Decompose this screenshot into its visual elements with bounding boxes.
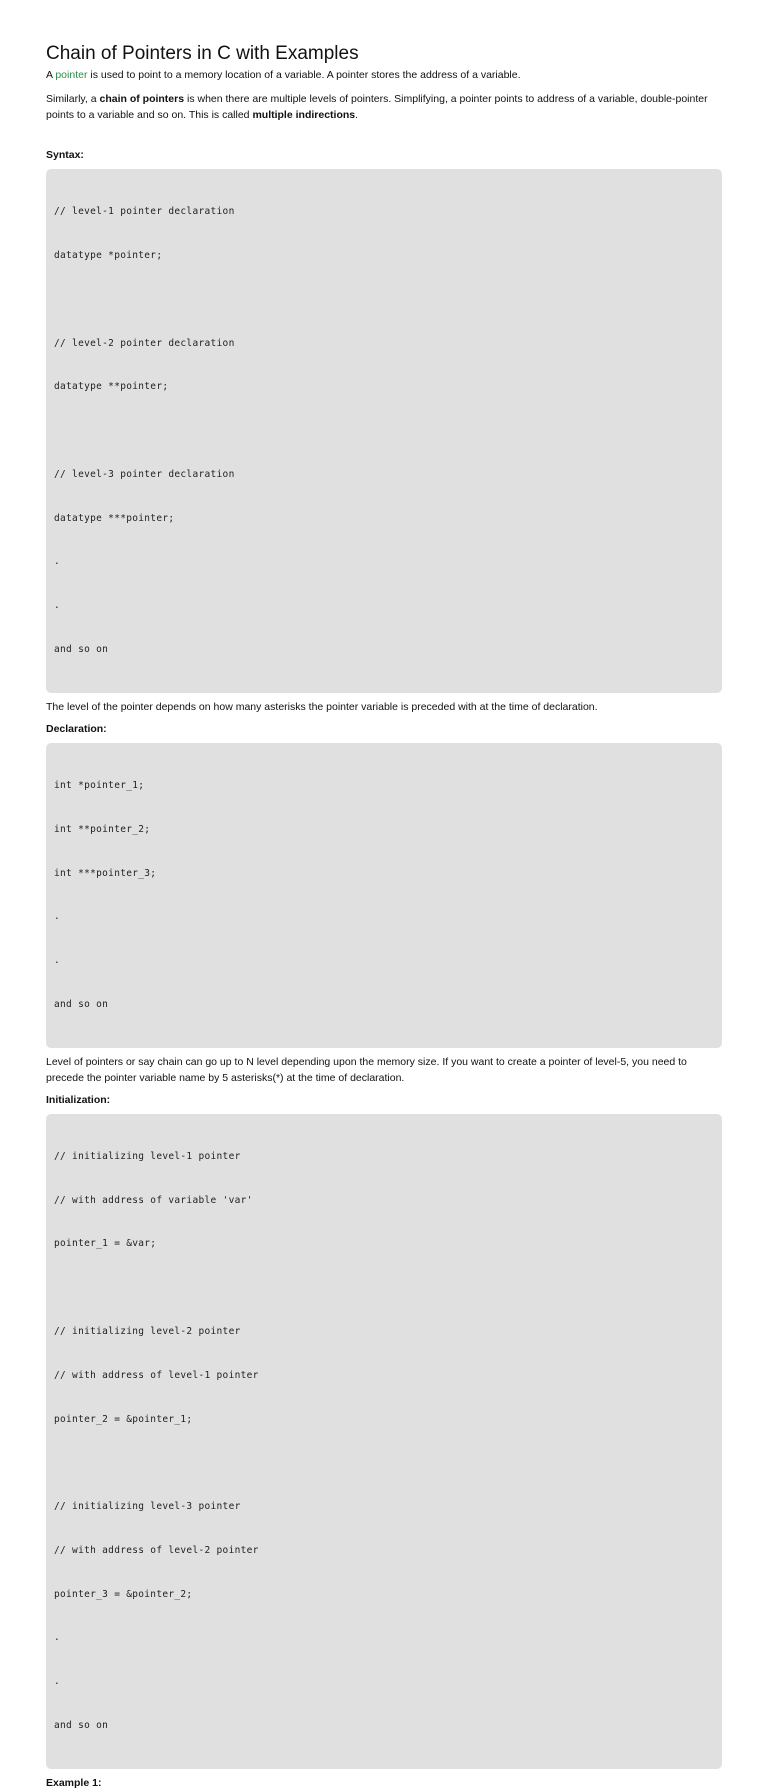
- code-line: and so on: [54, 998, 109, 1010]
- code-line: int ***pointer_3;: [54, 867, 157, 879]
- code-line: and so on: [54, 1720, 109, 1731]
- intro-suffix: is used to point to a memory location of a variable. A pointer stores the address of a variable.: [87, 69, 521, 81]
- code-line: // initializing level-3 pointer: [54, 1501, 241, 1513]
- code-line: int *pointer_1;: [54, 779, 145, 791]
- code-line: .: [54, 1632, 61, 1644]
- pointer-link[interactable]: pointer: [55, 69, 88, 81]
- code-line: [54, 424, 714, 439]
- code-line: // with address of level-1 pointer: [54, 1369, 259, 1381]
- code-line: datatype **pointer;: [54, 381, 169, 393]
- initialization-code-block[interactable]: [46, 1114, 722, 1769]
- code-line: // with address of variable 'var': [54, 1194, 253, 1206]
- initialization-heading: Initialization:: [46, 1093, 111, 1106]
- syntax-heading: Syntax:: [46, 149, 84, 161]
- code-line: // initializing level-2 pointer: [54, 1325, 241, 1337]
- code-line: // initializing level-1 pointer: [54, 1150, 241, 1162]
- intro-prefix: A: [46, 69, 56, 81]
- code-line: .: [54, 600, 61, 612]
- para2-text-3: .: [355, 109, 359, 121]
- code-line: .: [54, 556, 61, 568]
- para2-text-2: is when there are multiple levels of pointers. Simplifying, a pointer points to address of a variable, double-pointer points to a variable and so on. This is called: [46, 93, 708, 121]
- code-line: datatype *pointer;: [54, 249, 163, 261]
- chain-definition-paragraph: [46, 91, 722, 123]
- code-line: .: [54, 911, 61, 923]
- declaration-code-block[interactable]: [46, 743, 722, 1048]
- code-line: datatype ***pointer;: [54, 512, 175, 524]
- code-line: pointer_2 = &pointer_1;: [54, 1413, 193, 1425]
- code-line: // level-3 pointer declaration: [54, 468, 235, 480]
- code-line: pointer_3 = &pointer_2;: [54, 1588, 193, 1600]
- code-line: pointer_1 = &var;: [54, 1238, 157, 1250]
- code-line: .: [54, 955, 61, 967]
- level-paragraph: The level of the pointer depends on how many asterisks the pointer variable is preceded with at the time of declaration.: [46, 700, 598, 713]
- code-line: .: [54, 1676, 61, 1688]
- intro-paragraph: [46, 67, 722, 83]
- code-line: and so on: [54, 644, 109, 655]
- para2-bold-1: chain of pointers: [99, 93, 185, 105]
- code-line: // level-1 pointer declaration: [54, 206, 235, 218]
- syntax-code-block[interactable]: [46, 169, 722, 693]
- code-line: [54, 1456, 714, 1471]
- code-line: // with address of level-2 pointer: [54, 1544, 259, 1556]
- code-line: [54, 1281, 714, 1296]
- declaration-heading: Declaration:: [46, 722, 107, 735]
- page-title: Chain of Pointers in C with Examples: [46, 43, 359, 64]
- para2-bold-2: multiple indirections: [252, 109, 356, 121]
- code-line: int **pointer_2;: [54, 823, 151, 835]
- para2-text-1: Similarly, a: [46, 93, 100, 105]
- code-line: [54, 293, 714, 308]
- level-n-paragraph: Level of pointers or say chain can go up to N level depending upon the memory size. If you want to create a pointer of level-5, you need to precede the pointer variable name by 5 asterisks(*) at the time of declaration.: [46, 1055, 687, 1084]
- code-line: // level-2 pointer declaration: [54, 337, 235, 349]
- example-1-heading: Example 1:: [46, 1776, 102, 1789]
